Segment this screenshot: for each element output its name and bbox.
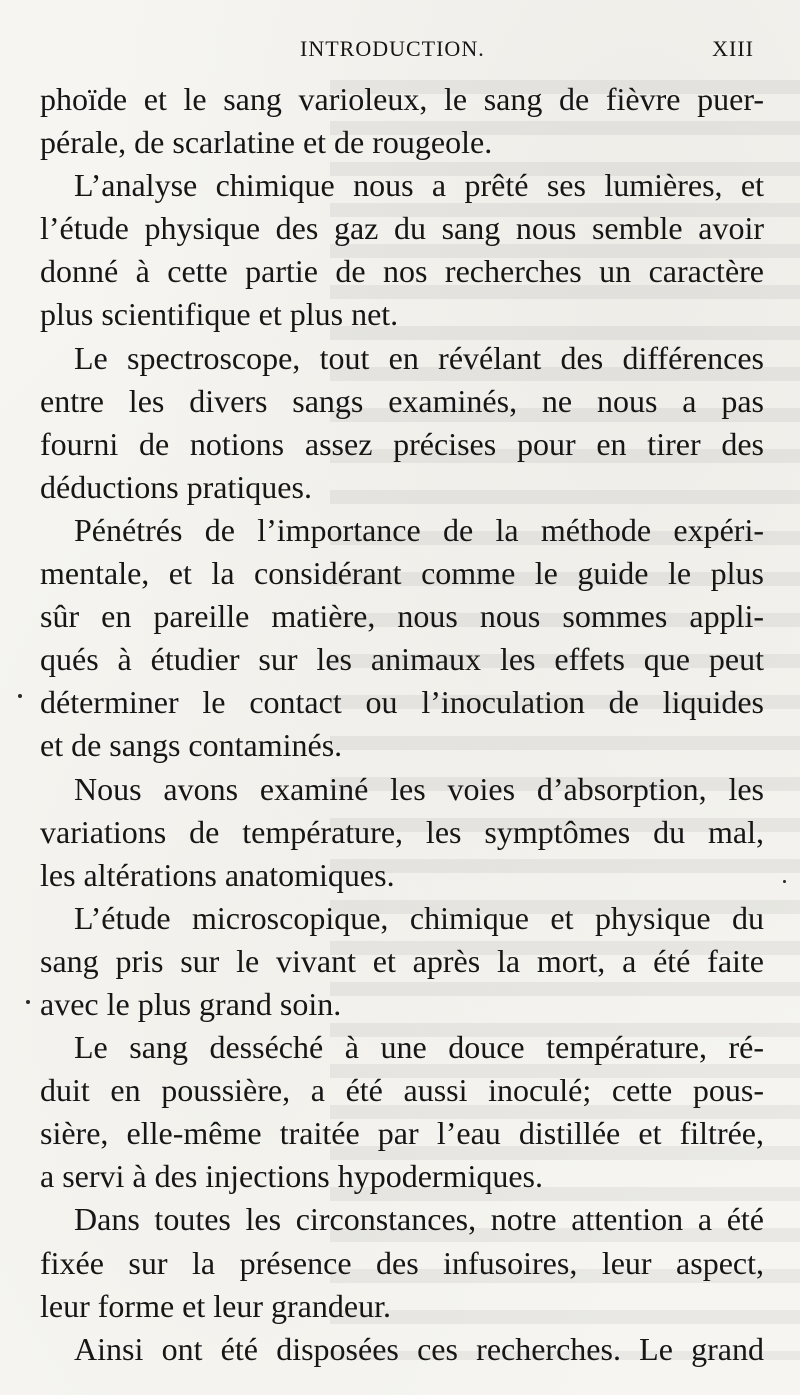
text-line: Dans toutes les circonstances, notre attention a été — [74, 1201, 764, 1238]
text-line: leur forme et leur grandeur. — [40, 1287, 391, 1324]
text-line: variations de température, les symptômes du mal, — [40, 813, 764, 850]
text-line: fixée sur la présence des infusoires, leur aspect, — [40, 1244, 764, 1281]
page-header — [40, 30, 760, 70]
text-line: qués à étudier sur les animaux les effets que peut — [40, 641, 764, 678]
text-line: entre les divers sangs examinés, ne nous a pas — [40, 382, 764, 419]
text-line: pérale, de scarlatine et de rougeole. — [40, 124, 493, 161]
text-line: l’étude physique des gaz du sang nous semble avoir — [40, 210, 764, 247]
page-number: XIII — [712, 36, 754, 61]
margin-speck — [783, 880, 786, 883]
text-line: sière, elle-même traitée par l’eau distillée et filtrée, — [40, 1115, 764, 1152]
text-line: Le sang desséché à une douce température, ré- — [74, 1029, 764, 1066]
text-line: déterminer le contact ou l’inoculation de liquides — [40, 684, 764, 721]
text-line: L’étude microscopique, chimique et physique du — [74, 899, 764, 936]
text-line: et de sangs contaminés. — [40, 727, 343, 764]
text-line: Ainsi ont été disposées ces recherches. Le grand — [74, 1330, 764, 1367]
text-line: Le spectroscope, tout en révélant des différences — [74, 339, 764, 376]
margin-speck — [18, 694, 22, 698]
text-line: mentale, et la considérant comme le guide le plus — [40, 555, 764, 592]
text-line: sûr en pareille matière, nous nous sommes appli- — [40, 598, 764, 635]
text-line: avec le plus grand soin. — [40, 985, 342, 1022]
text-line: les altérations anatomiques. — [40, 856, 395, 893]
text-line: a servi à des injections hypodermiques. — [40, 1158, 543, 1195]
text-line: donné à cette partie de nos recherches un caractère — [40, 253, 764, 290]
body-text — [40, 78, 764, 1371]
text-line: déductions pratiques. — [40, 468, 312, 505]
text-line: sang pris sur le vivant et après la mort, a été faite — [40, 942, 764, 979]
text-line: Nous avons examiné les voies d’absorption, les — [74, 770, 764, 807]
text-line: phoïde et le sang varioleux, le sang de fièvre puer- — [40, 81, 764, 117]
text-line: fourni de notions assez précises pour en tirer des — [40, 425, 764, 462]
text-line: duit en poussière, a été aussi inoculé; cette pous- — [40, 1072, 764, 1109]
running-title: INTRODUCTION. — [300, 36, 485, 61]
text-line: L’analyse chimique nous a prêté ses lumières, et — [74, 167, 764, 204]
text-line: Pénétrés de l’importance de la méthode expéri- — [74, 511, 764, 548]
margin-speck — [26, 1000, 30, 1004]
text-line: plus scientifique et plus net. — [40, 296, 399, 333]
